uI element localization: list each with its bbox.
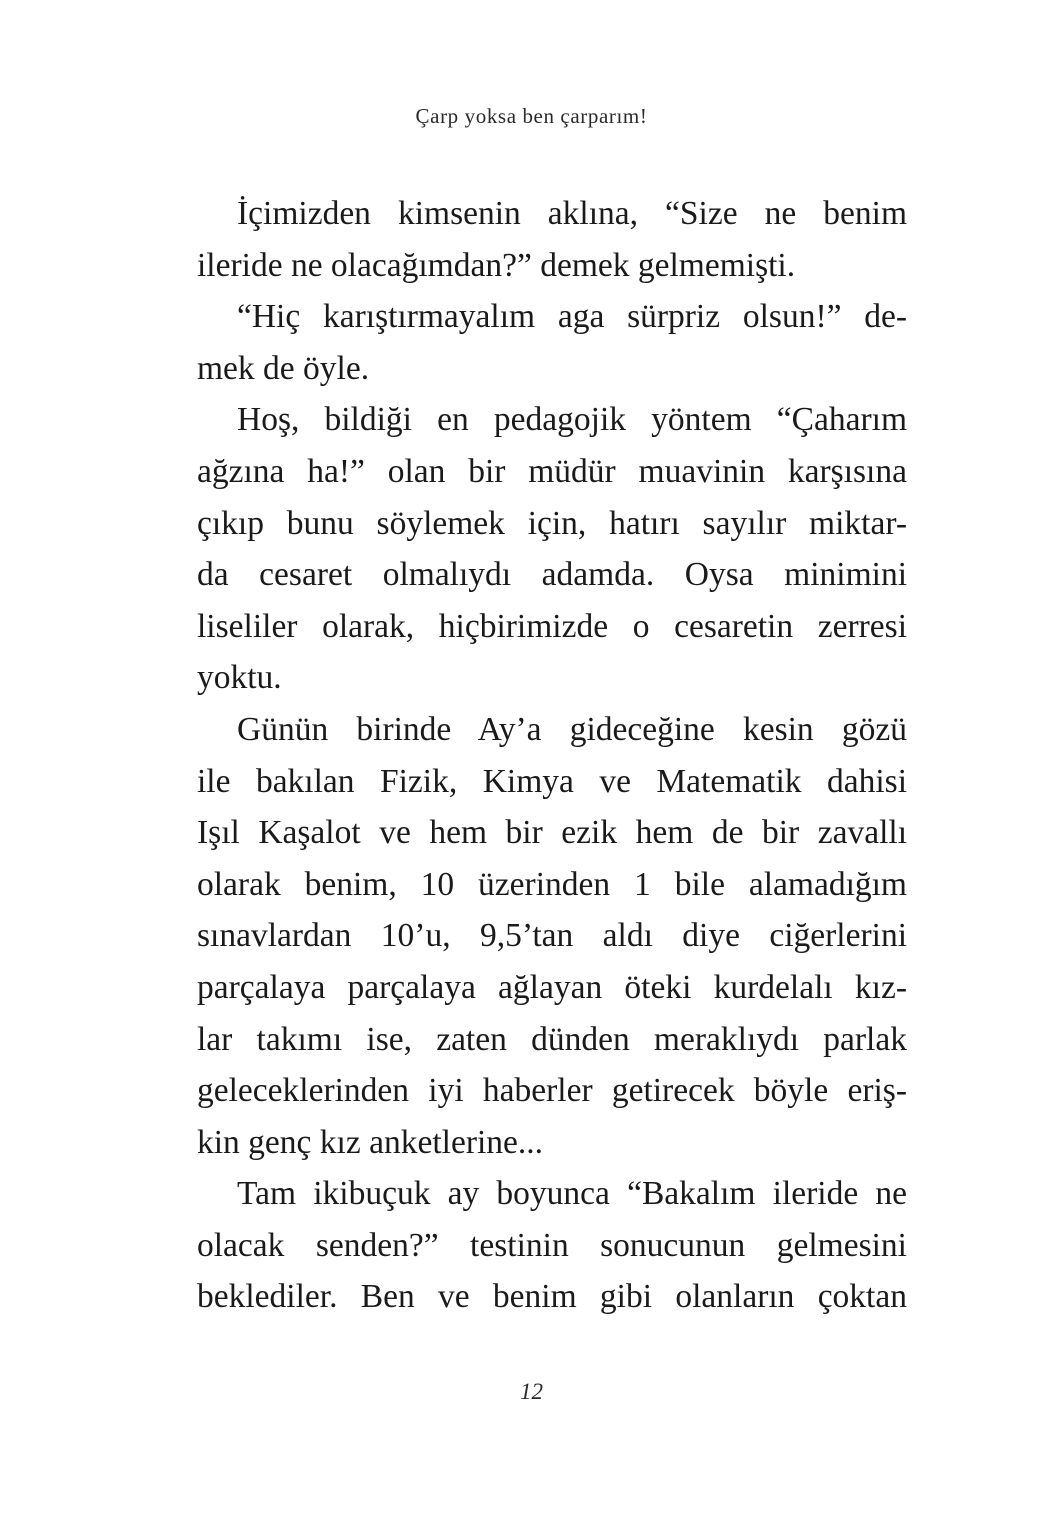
text-line: ağzına ha!” olan bir müdür muavinin karşısına — [197, 452, 907, 490]
text-line: olacak senden?” testinin sonucunun gelmesini — [197, 1226, 907, 1264]
page-number: 12 — [520, 1379, 543, 1404]
text-line: Tam ikibuçuk ay boyunca “Bakalım ileride ne — [237, 1175, 907, 1213]
text-line: olarak benim, 10 üzerinden 1 bile alamadığım — [197, 865, 907, 903]
text-line: geleceklerinden iyi haberler getirecek böyle eriş- — [197, 1072, 907, 1110]
text-line: lar takımı ise, zaten dünden meraklıydı parlak — [197, 1020, 907, 1058]
text-line: ileride ne olacağımdan?” demek gelmemişti. — [197, 246, 796, 284]
text-line: mek de öyle. — [197, 349, 370, 387]
text-line: Hoş, bildiği en pedagojik yöntem “Çaharım — [237, 401, 907, 439]
text-line: yoktu. — [197, 659, 282, 697]
text-line: beklediler. Ben ve benim gibi olanların çoktan — [197, 1278, 907, 1316]
body-text — [197, 188, 907, 1323]
text-line: ile bakılan Fizik, Kimya ve Matematik dahisi — [197, 762, 907, 800]
text-line: “Hiç karıştırmayalım aga sürpriz olsun!” de- — [237, 298, 907, 336]
text-line: İçimizden kimsenin aklına, “Size ne benim — [237, 195, 907, 232]
text-line: Işıl Kaşalot ve hem bir ezik hem de bir zavallı — [197, 814, 907, 852]
text-line: Günün birinde Ay’a gideceğine kesin gözü — [237, 710, 907, 748]
text-line: da cesaret olmalıydı adamda. Oysa minimini — [197, 556, 907, 594]
running-header: Çarp yoksa ben çarparım! — [415, 104, 648, 128]
text-line: kin genç kız anketlerine... — [197, 1123, 544, 1161]
text-line: sınavlardan 10’u, 9,5’tan aldı diye ciğerlerini — [197, 917, 907, 955]
text-line: liseliler olarak, hiçbirimizde o cesaretin zerresi — [197, 607, 907, 645]
text-line: çıkıp bunu söylemek için, hatırı sayılır miktar- — [197, 504, 907, 542]
text-line: parçalaya parçalaya ağlayan öteki kurdelalı kız- — [197, 968, 907, 1006]
